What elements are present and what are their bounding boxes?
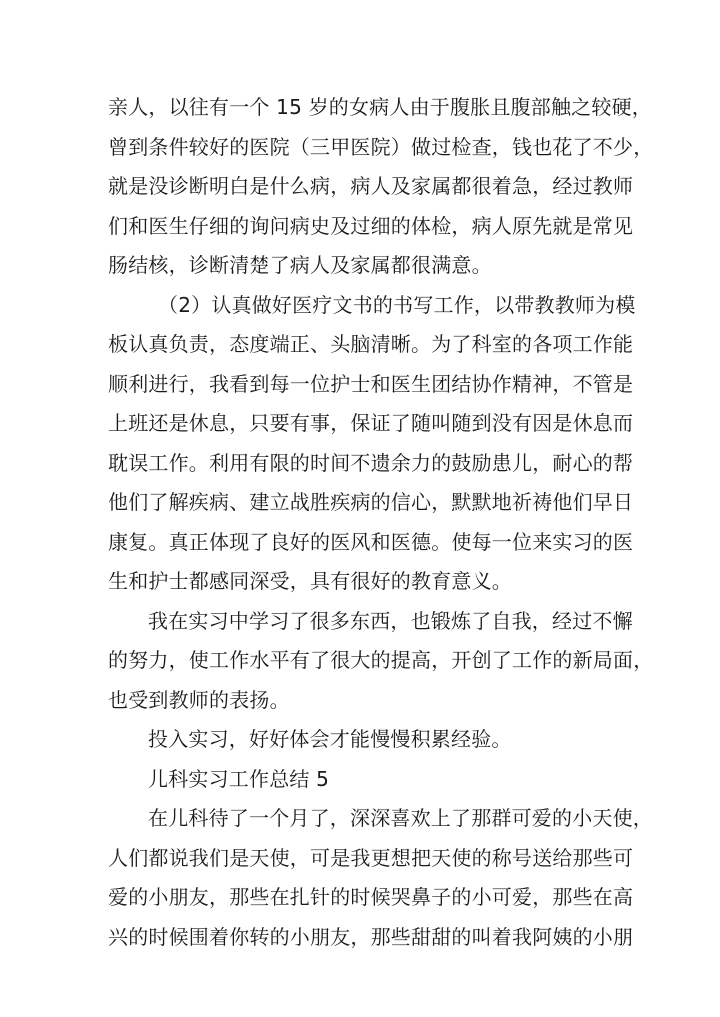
text-line: 康复。真正体现了良好的医风和医德。使每一位来实习的医: [108, 529, 634, 554]
text-line: 上班还是休息，只要有事，保证了随叫随到没有因是休息而: [108, 411, 634, 435]
paragraph-start-line: 在儿科待了一个月了，深深喜欢上了那群可爱的小天使，: [148, 806, 653, 830]
text-line: 耽误工作。利用有限的时间不遗余力的鼓励患儿，耐心的帮: [108, 450, 634, 475]
section-heading: 儿科实习工作总结 5: [148, 766, 330, 791]
text-line: 们和医生仔细的询问病史及过细的体检，病人原先就是常见: [108, 213, 634, 238]
text-line: 曾到条件较好的医院（三甲医院）做过检查，钱也花了不少，: [108, 134, 654, 159]
text-line: 板认真负责，态度端正、头脑清晰。为了科室的各项工作能: [108, 332, 634, 356]
text-line: 他们了解疾病、建立战胜疾病的信心，默默地祈祷他们早日: [108, 490, 634, 514]
text-line: 兴的时候围着你转的小朋友，那些甜甜的叫着我阿姨的小朋: [108, 924, 634, 949]
body-text: [108, 88, 654, 957]
text-line: 就是没诊断明白是什么病，病人及家属都很着急，经过教师: [108, 174, 634, 198]
paragraph-start-line: （2）认真做好医疗文书的书写工作，以带教教师为模: [158, 292, 636, 317]
text-line: 顺利进行，我看到每一位护士和医生团结协作精神，不管是: [108, 371, 634, 396]
text-line: 肠结核，诊断清楚了病人及家属都很满意。: [108, 253, 492, 277]
text-line: 爱的小朋友，那些在扎针的时候哭鼻子的小可爱，那些在高: [108, 885, 634, 909]
text-line: 的努力，使工作水平有了很大的提高，开创了工作的新局面，: [108, 648, 654, 672]
paragraph-line: 投入实习，好好体会才能慢慢积累经验。: [148, 727, 512, 751]
paragraph-start-line: 我在实习中学习了很多东西，也锻炼了自我，经过不懈: [148, 608, 633, 633]
text-line: 亲人，以往有一个 15 岁的女病人由于腹胀且腹部触之较硬，: [108, 95, 652, 119]
text-line: 生和护士都感同深受，具有很好的教育意义。: [108, 569, 512, 593]
text-line: 人们都说我们是天使，可是我更想把天使的称号送给那些可: [108, 845, 634, 870]
text-line: 也受到教师的表扬。: [108, 687, 290, 712]
